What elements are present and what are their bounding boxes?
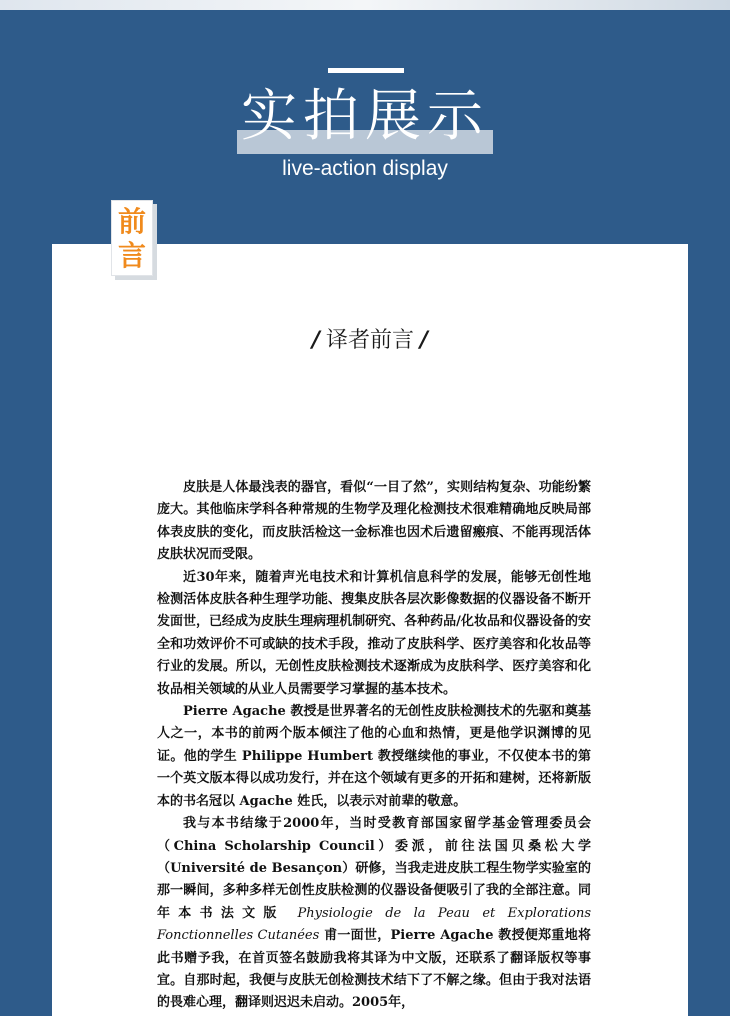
section-tag-char-2: 言 xyxy=(117,239,146,272)
page-title: 实拍展示 xyxy=(241,84,489,149)
section-tag-char-1: 前 xyxy=(117,205,146,238)
paragraph-1: 皮肤是人体最浅表的器官，看似“一目了然”，实则结构复杂、功能纷繁庞大。其他临床学科各种常规的生物学及理化检测技术很难精确地反映局部体表皮肤的变化，而皮肤活检这一金标准也因术后遗留瘢痕、不能再现活体皮肤状况而受限。 xyxy=(157,480,591,563)
paragraph-4-part-2: 甫一面世，Pierre Agache 教授便郑重地将此书赠予我，在首页签名鼓励我将其译为中文版，还联系了翻译版权等事宜。自那时起，我便与皮肤无创检测技术结下了不解之缘。但由于我对法语的畏难心理，翻译则迟迟未启动。2005年， xyxy=(157,928,591,1011)
paragraph-2: 近30年来，随着声光电技术和计算机信息科学的发展，能够无创性地检测活体皮肤各种生理学功能、搜集皮肤各层次影像数据的仪器设备不断开发面世，已经成为皮肤生理病理机制研究、各种药品/化妆品和仪器设备的安全和功效评价不可或缺的技术手段，推动了皮肤科学、医疗美容和化妆品等行业的发展。所以，无创性皮肤检测技术逐渐成为皮肤科学、医疗美容和化妆品相关领域的从业人员需要学习掌握的基本技术。 xyxy=(157,569,591,697)
section-tag xyxy=(111,200,153,276)
preface-body xyxy=(157,477,591,1015)
slash-right-icon: / xyxy=(420,328,429,353)
paragraph-4-part-1: 我与本书结缘于2000年，当时受教育部国家留学基金管理委员会（China Scholarship Council）委派，前往法国贝桑松大学（Université de Besançon）研修，当我走进皮肤工程生物学实验室的那一瞬间，多种多样无创性皮肤检测的仪器设备便吸引了我的全部注意。同年本书法文版 xyxy=(157,816,591,921)
title-accent-bar xyxy=(328,68,404,73)
paragraph-4 xyxy=(157,813,591,1015)
preface-heading-text: 译者前言 xyxy=(325,328,414,353)
french-book-title: Physiologie de la Peau et Explorations Fonctionnelles Cutanées xyxy=(157,905,592,944)
preface-heading xyxy=(52,325,688,357)
slash-left-icon: / xyxy=(311,328,320,353)
page-subtitle: live-action display xyxy=(282,157,448,180)
paragraph-3: Pierre Agache 教授是世界著名的无创性皮肤检测技术的先驱和奠基人之一，本书的前两个版本倾注了他的心血和热情，更是他学识渊博的见证。他的学生 Philippe Humbert 教授继续他的事业，不仅使本书的第一个英文版本得以成功发行，并在这个领域有更多的开拓和建树，还将新版本的书名冠以 Agache 姓氏，以表示对前辈的敬意。 xyxy=(157,704,591,809)
top-decor-strip xyxy=(0,0,730,10)
